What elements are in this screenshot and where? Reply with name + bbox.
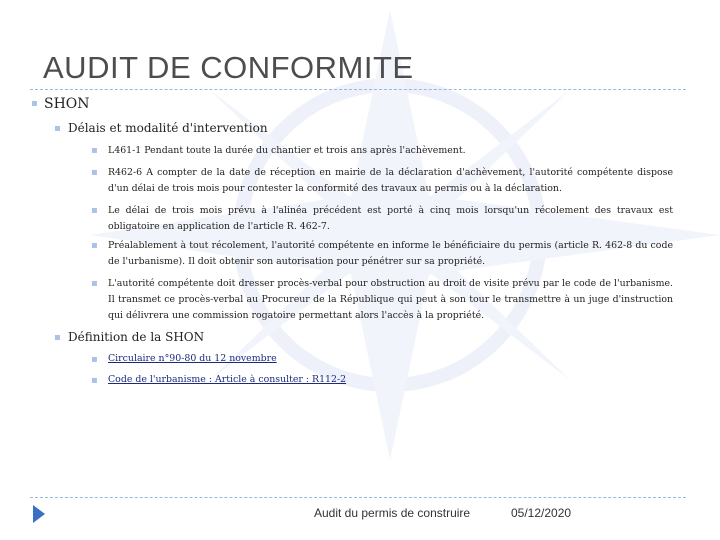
link-circulaire[interactable]: Circulaire n°90-80 du 12 novembre [108,353,277,364]
bullet-shon: SHON [44,96,90,112]
square-bullet-icon: ▪ [91,205,98,216]
square-bullet-icon: ▪ [91,354,98,365]
square-bullet-icon: ▪ [91,167,98,178]
arrow-right-icon[interactable] [33,505,45,523]
square-bullet-icon: ▪ [54,332,61,343]
link-code-urbanisme[interactable]: Code de l'urbanisme : Article à consulter : R112-2 [108,374,347,385]
square-bullet-icon: ▪ [91,278,98,289]
title-separator [30,89,686,90]
square-bullet-icon: ▪ [91,145,98,156]
list-item: Préalablement à tout récolement, l'autorité compétente en informe le bénéficiaire du permis (article R. 462-8 du code de l'urbanisme). Il doit obtenir son autorisation pour pénétrer sur sa propriété. [108,240,673,267]
list-item: L461-1 Pendant toute la durée du chantier et trois ans après l'achèvement. [108,145,466,156]
list-item: R462-6 A compter de la date de réception en mairie de la déclaration d'achèvement, l'autorité compétente dispose d'un délai de trois mois pour contester la conformité des travaux au permis ou à la déclaration. [108,167,673,194]
square-bullet-icon: ▪ [54,123,61,134]
list-item: L'autorité compétente doit dresser procès-verbal pour obstruction au droit de visite prévu par le code de l'urbanisme. Il transmet ce procès-verbal au Procureur de la République qui peut à son tour le transmettre à un juge d'instruction qui délivrera une commission rogatoire permettant alors l'accès à la propriété. [108,278,673,321]
square-bullet-icon: ▪ [91,240,98,251]
square-bullet-icon: ▪ [91,375,98,386]
footer-date: 05/12/2020 [511,506,572,520]
section-delais: Délais et modalité d'intervention [68,121,268,135]
footer-caption: Audit du permis de construire [314,506,471,520]
slide-title: AUDIT DE CONFORMITE [43,50,414,85]
list-item: Le délai de trois mois prévu à l'alinéa précédent est porté à cinq mois lorsqu'un récolement des travaux est obligatoire en application de l'article R. 462-7. [108,205,673,232]
list-item-link [108,351,673,367]
footer-separator [30,497,686,498]
list-item-link [108,372,673,388]
section-definition: Définition de la SHON [68,330,205,344]
square-bullet-icon: ▪ [31,98,38,109]
